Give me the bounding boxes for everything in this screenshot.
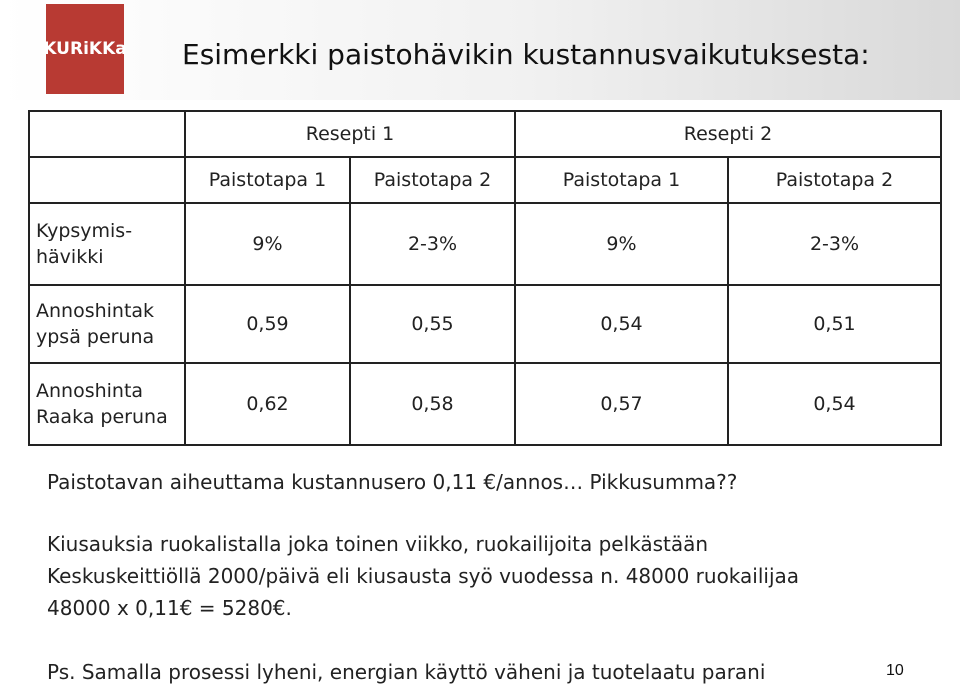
table-cell: 0,54 (515, 285, 728, 363)
cost-difference-note: Paistotavan aiheuttama kustannusero 0,11 €/annos… Pikkusumma?? (47, 470, 738, 494)
kurikka-logo (43, 4, 127, 94)
table-cell: 9% (515, 203, 728, 285)
method-header: Paistotapa 2 (350, 157, 515, 203)
cost-table (28, 110, 942, 446)
page-number: 10 (886, 662, 904, 679)
recipe-1-header: Resepti 1 (185, 111, 515, 157)
recipe-2-header: Resepti 2 (515, 111, 941, 157)
table-row (29, 363, 941, 445)
table-row (29, 285, 941, 363)
row-label: Annoshintak ypsä peruna (29, 285, 185, 363)
table-cell: 0,57 (515, 363, 728, 445)
method-header: Paistotapa 1 (515, 157, 728, 203)
temptation-note-line-1: Kiusauksia ruokalistalla joka toinen viikko, ruokailijoita pelkästään (47, 532, 709, 556)
ps-note: Ps. Samalla prosessi lyheni, energian käyttö väheni ja tuotelaatu parani (47, 660, 766, 684)
table-cell: 9% (185, 203, 350, 285)
table-corner-cell (29, 111, 185, 157)
logo-text: KURiKKa (43, 39, 127, 59)
method-header: Paistotapa 2 (728, 157, 941, 203)
table-cell: 0,62 (185, 363, 350, 445)
table-empty-cell (29, 157, 185, 203)
table-cell: 0,54 (728, 363, 941, 445)
table-cell: 0,58 (350, 363, 515, 445)
table-cell: 0,55 (350, 285, 515, 363)
row-label: Kypsymis- hävikki (29, 203, 185, 285)
calculation-note: 48000 x 0,11€ = 5280€. (47, 596, 292, 620)
table-cell: 0,59 (185, 285, 350, 363)
table-row (29, 203, 941, 285)
temptation-note-line-2: Keskuskeittiöllä 2000/päivä eli kiusausta syö vuodessa n. 48000 ruokailijaa (47, 564, 800, 588)
table-header-recipes (29, 111, 941, 157)
row-label: Annoshinta Raaka peruna (29, 363, 185, 445)
table-header-methods (29, 157, 941, 203)
table-cell: 2-3% (728, 203, 941, 285)
table-cell: 0,51 (728, 285, 941, 363)
table-cell: 2-3% (350, 203, 515, 285)
slide-title: Esimerkki paistohävikin kustannusvaikutuksesta: (182, 38, 870, 71)
method-header: Paistotapa 1 (185, 157, 350, 203)
